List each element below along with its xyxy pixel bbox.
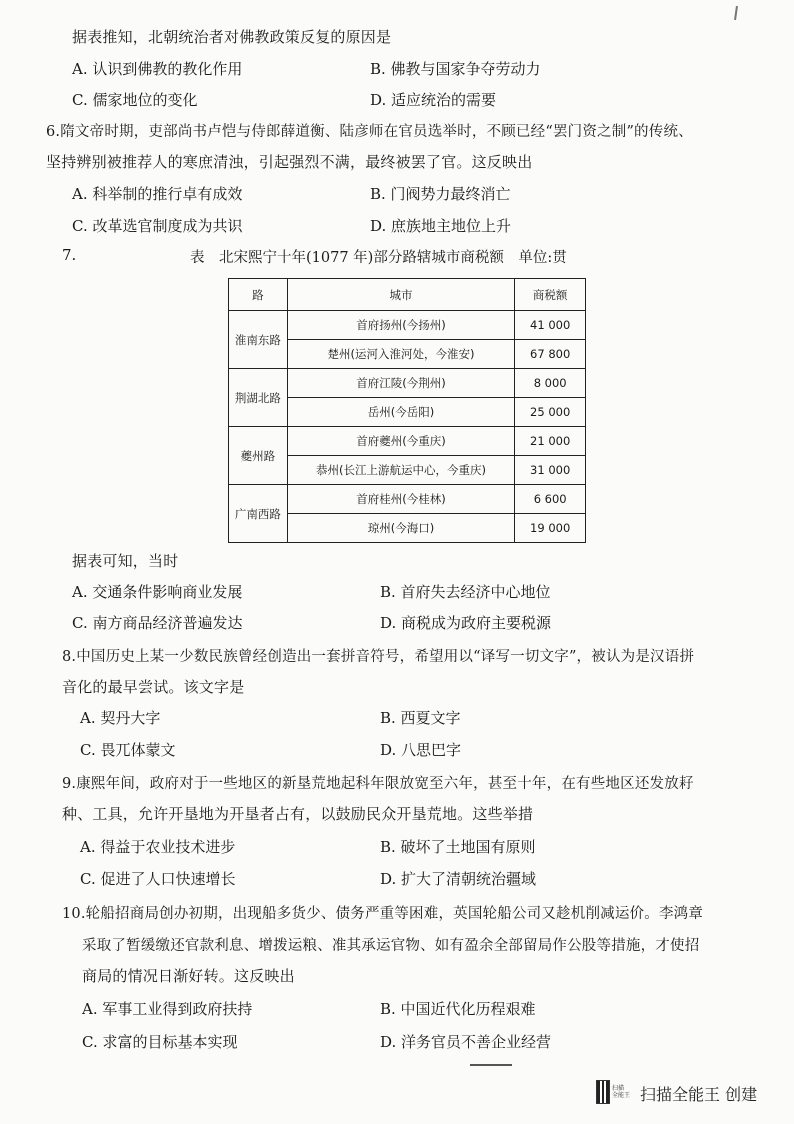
tax-cell: 67 800 bbox=[515, 340, 586, 369]
city-cell: 首府桂州(今桂林) bbox=[287, 485, 515, 514]
city-cell: 琼州(今海口) bbox=[287, 514, 515, 543]
tax-cell: 6 600 bbox=[515, 485, 586, 514]
q7-option-d: D. 商税成为政府主要税源 bbox=[380, 614, 552, 632]
tax-cell: 31 000 bbox=[515, 456, 586, 485]
road-cell: 夔州路 bbox=[229, 427, 288, 485]
camscanner-logo bbox=[596, 1078, 636, 1106]
logo-caption bbox=[612, 1085, 630, 1099]
table-row bbox=[229, 427, 586, 456]
logo-caption-line1: 扫描 bbox=[612, 1085, 625, 1092]
q6-option-d: D. 庶族地主地位上升 bbox=[370, 217, 512, 235]
q10-line1: 10.轮船招商局创办初期，出现船多货少、债务严重等困难，英国轮船公司又趁机削减运价。李鸿章 bbox=[62, 906, 704, 922]
q8-option-a: A. 契丹大字 bbox=[80, 709, 161, 727]
table-row bbox=[229, 311, 586, 340]
q6-option-a: A. 科举制的推行卓有成效 bbox=[72, 185, 243, 203]
city-cell: 恭州(长江上游航运中心，今重庆) bbox=[287, 456, 515, 485]
table-row bbox=[229, 485, 586, 514]
header-city: 城市 bbox=[287, 279, 515, 311]
q6-option-c: C. 改革选官制度成为共识 bbox=[72, 217, 243, 235]
header-tax: 商税额 bbox=[515, 279, 586, 311]
q9-line1: 9.康熙年间，政府对于一些地区的新垦荒地起科年限放宽至六年，甚至十年，在有些地区还发放耔 bbox=[62, 776, 694, 792]
scanner-watermark-text: 扫描全能王 创建 bbox=[640, 1085, 758, 1104]
qr-code-icon bbox=[596, 1080, 610, 1104]
road-cell: 广南西路 bbox=[229, 485, 288, 543]
q10-option-c: C. 求富的目标基本实现 bbox=[82, 1033, 238, 1051]
q8-option-d: D. 八思巴字 bbox=[380, 741, 462, 759]
q9-option-b: B. 破坏了土地国有原则 bbox=[380, 838, 536, 856]
q8-option-b: B. 西夏文字 bbox=[380, 709, 461, 727]
q7-number: 7. bbox=[62, 246, 77, 264]
header-road: 路 bbox=[229, 279, 288, 311]
q8-line1: 8.中国历史上某一少数民族曾经创造出一套拼音符号，希望用以“译写一切文字”，被认为是汉语拼 bbox=[62, 649, 695, 665]
city-cell: 楚州(运河入淮河处，今淮安) bbox=[287, 340, 515, 369]
city-cell: 首府江陵(今荆州) bbox=[287, 369, 515, 398]
q9-option-c: C. 促进了人口快速增长 bbox=[80, 870, 236, 888]
q9-line2: 种、工具，允许开垦地为开垦者占有，以鼓励民众开垦荒地。这些举措 bbox=[62, 805, 534, 823]
q6-line1: 6.隋文帝时期，吏部尚书卢恺与侍郎薛道衡、陆彦师在官员选举时，不顾已经“罢门资之制”的传统、 bbox=[46, 124, 693, 140]
city-cell: 岳州(今岳阳) bbox=[287, 398, 515, 427]
road-cell: 荆湖北路 bbox=[229, 369, 288, 427]
q-intro-option-c: C. 儒家地位的变化 bbox=[72, 91, 198, 109]
q7-option-b: B. 首府失去经济中心地位 bbox=[380, 583, 551, 601]
q7-stem: 据表可知，当时 bbox=[72, 552, 179, 570]
road-cell: 淮南东路 bbox=[229, 311, 288, 369]
q7-option-c: C. 南方商品经济普遍发达 bbox=[72, 614, 243, 632]
q7-table-caption: 表 北宋熙宁十年(1077 年)部分路辖城市商税额 单位:贯 bbox=[190, 250, 567, 266]
q10-option-d: D. 洋务官员不善企业经营 bbox=[380, 1033, 552, 1051]
q-intro-option-b: B. 佛教与国家争夺劳动力 bbox=[370, 60, 541, 78]
q8-line2: 音化的最早尝试。该文字是 bbox=[62, 678, 245, 696]
scan-mark bbox=[734, 6, 738, 20]
q-intro-stem: 据表推知，北朝统治者对佛教政策反复的原因是 bbox=[72, 28, 392, 46]
city-cell: 首府扬州(今扬州) bbox=[287, 311, 515, 340]
q-intro-option-d: D. 适应统治的需要 bbox=[370, 91, 497, 109]
tax-table bbox=[228, 278, 586, 543]
tax-cell: 19 000 bbox=[515, 514, 586, 543]
q8-option-c: C. 畏兀体蒙文 bbox=[80, 741, 176, 759]
q10-option-b: B. 中国近代化历程艰难 bbox=[380, 1000, 536, 1018]
logo-caption-line2: 全能王 bbox=[612, 1092, 631, 1099]
table-row bbox=[229, 369, 586, 398]
tax-cell: 41 000 bbox=[515, 311, 586, 340]
q-intro-option-a: A. 认识到佛教的教化作用 bbox=[72, 60, 243, 78]
tax-cell: 8 000 bbox=[515, 369, 586, 398]
q10-option-a: A. 军事工业得到政府扶持 bbox=[82, 1000, 253, 1018]
q10-line3: 商局的情况日渐好转。这反映出 bbox=[82, 967, 295, 985]
city-cell: 首府夔州(今重庆) bbox=[287, 427, 515, 456]
table-header-row bbox=[229, 279, 586, 311]
q6-line2: 坚持辨别被推荐人的寒庶清浊，引起强烈不满，最终被罢了官。这反映出 bbox=[46, 153, 533, 171]
q6-option-b: B. 门阀势力最终消亡 bbox=[370, 185, 511, 203]
page-divider bbox=[470, 1064, 512, 1066]
tax-cell: 25 000 bbox=[515, 398, 586, 427]
tax-cell: 21 000 bbox=[515, 427, 586, 456]
q10-line2: 采取了暂缓缴还官款利息、增拨运粮、准其承运官物、如有盈余全部留局作公股等措施，才使招 bbox=[82, 938, 700, 954]
q9-option-a: A. 得益于农业技术进步 bbox=[80, 838, 236, 856]
q7-option-a: A. 交通条件影响商业发展 bbox=[72, 583, 243, 601]
q9-option-d: D. 扩大了清朝统治疆域 bbox=[380, 870, 537, 888]
